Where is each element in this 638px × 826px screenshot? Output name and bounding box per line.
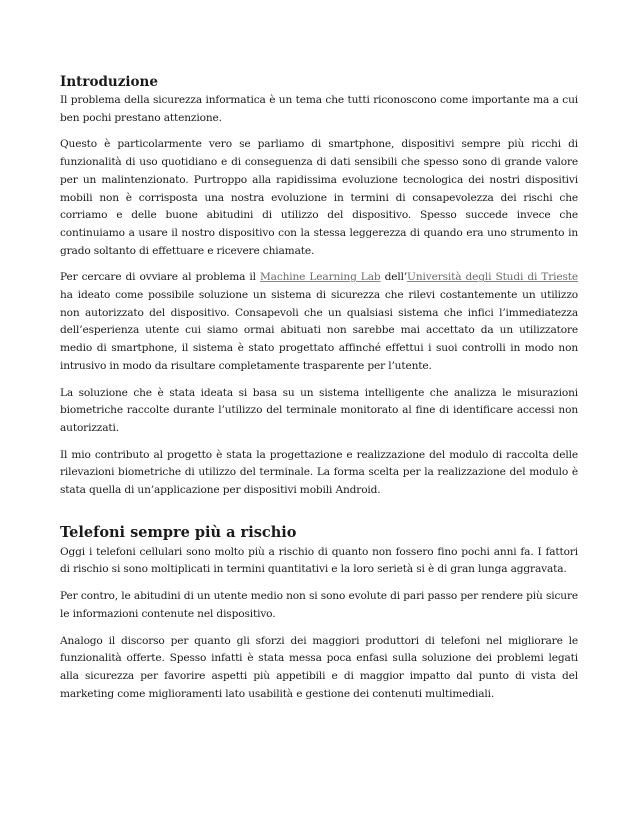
link-universita-trieste[interactable]: Università degli Studi di Trieste — [407, 271, 578, 284]
paragraph-rischio-1: Oggi i telefoni cellulari sono molto più a rischio di quanto non fossero fino pochi anni fa. I fattori di rischio si sono moltiplicati in termini quantitativi e la loro serietà si è di gran lunga aggravata. — [60, 545, 578, 576]
paragraph-intro-4: La soluzione che è stata ideata si basa su un sistema intelligente che analizza le misurazioni biometriche raccolte durante l’utilizzo del terminale monitorato al fine di identificare accessi non autorizzati. — [60, 386, 578, 434]
link-machine-learning-lab[interactable]: Machine Learning Lab — [259, 271, 381, 284]
paragraph-rischio-3: Analogo il discorso per quanto gli sforzi dei maggiori produttori di telefoni nel migliorare le funzionalità offerte. Spesso infatti è stata messa poca enfasi sulla soluzione dei problemi legati alla sicurezza per favorire aspetti più appetibili e di maggior impatto dal punto di vista del marketing come miglioramenti lato usabilità e gestione dei contenuti multimediali. — [60, 634, 578, 700]
heading-telefoni-rischio: Telefoni sempre più a rischio — [60, 523, 297, 541]
paragraph-text: dell’ — [380, 271, 408, 284]
paragraph-intro-3 — [60, 269, 578, 375]
paragraph-rischio-2: Per contro, le abitudini di un utente medio non si sono evolute di pari passo per rendere più sicure le informazioni contenute nel dispositivo. — [60, 590, 578, 620]
paragraph-intro-2: Questo è particolarmente vero se parliamo di smartphone, dispositivi sempre più ricchi di funzionalità di uso quotidiano e di conseguenza di dati sensibili che spesso sono di grande valore per un malintenzionato. Purtroppo alla rapidissima evoluzione tecnologica dei nostri dispositivi mobili non è corrisposta una nostra evoluzione in termini di consapevolezza dei rischi che corriamo e delle buone abitudini di utilizzo del dispositivo. Spesso succede invece che continuiamo a usare il nostro dispositivo con la stessa leggerezza di quando era uno strumento in grado soltanto di effettuare e ricevere chiamate. — [60, 138, 578, 257]
paragraph-text: Per cercare di ovviare al problema il — [60, 271, 260, 284]
document-page — [60, 72, 578, 712]
heading-introduzione: Introduzione — [60, 74, 158, 90]
paragraph-intro-1: Il problema della sicurezza informatica è un tema che tutti riconoscono come importante ma a cui ben pochi prestano attenzione. — [60, 94, 578, 124]
paragraph-text: ha ideato come possibile soluzione un sistema di sicurezza che rilevi costantemente un utilizzo non autorizzato del dispositivo. Consapevoli che un qualsiasi sistema che infici l’immediatezza dell’esperienza utente cui siamo ormai abituati non sarebbe mai accettato da un utilizzatore medio di smartphone, il sistema è stato progettato affinché effettui i suoi controlli in modo non intrusivo in modo da risultare completamente trasparente per l’utente. — [60, 289, 578, 372]
paragraph-intro-5: Il mio contributo al progetto è stata la progettazione e realizzazione del modulo di raccolta delle rilevazioni biometriche di utilizzo del terminale. La forma scelta per la realizzazione del modulo è stata quella di un’applicazione per dispositivi mobili Android. — [60, 448, 578, 497]
